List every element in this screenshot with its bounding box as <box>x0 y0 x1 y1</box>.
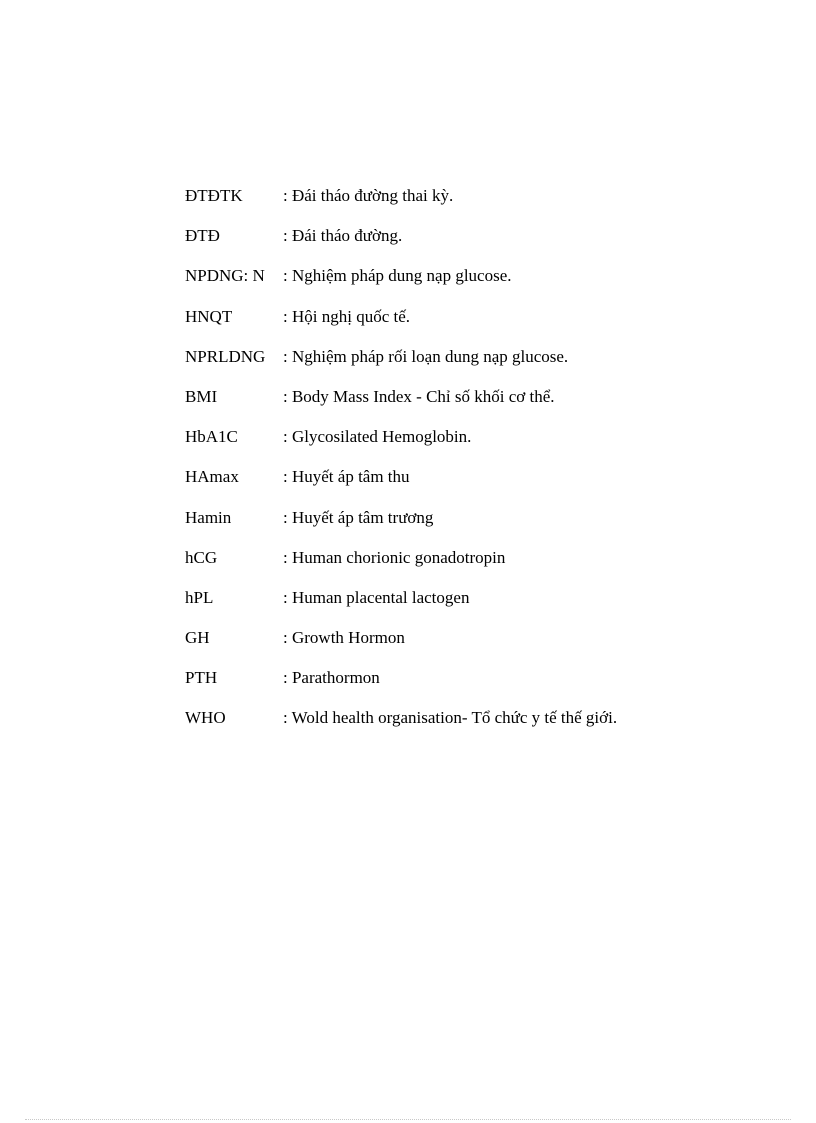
abbreviation-term: HbA1C <box>185 427 238 447</box>
abbreviation-row <box>185 345 785 385</box>
abbreviation-row <box>185 586 785 626</box>
abbreviation-definition: : Parathormon <box>283 668 380 688</box>
abbreviation-term: ĐTĐ <box>185 226 220 246</box>
abbreviation-definition: : Human placental lactogen <box>283 587 470 607</box>
abbreviation-row <box>185 224 785 264</box>
abbreviation-term: HNQT <box>185 306 233 326</box>
abbreviation-row <box>185 506 785 546</box>
abbreviation-term: NPRLDNG <box>185 346 266 366</box>
abbreviation-term: PTH <box>185 668 218 688</box>
abbreviation-row <box>185 465 785 505</box>
abbreviation-term: NPDNG: N <box>185 266 265 286</box>
abbreviation-term: HAmax <box>185 467 239 487</box>
abbreviation-definition: : Wold health organisation- Tổ chức y tế thế giới. <box>283 708 618 728</box>
abbreviation-definition: : Huyết áp tâm thu <box>283 467 410 487</box>
abbreviation-term: WHO <box>185 708 226 728</box>
abbreviation-term: ĐTĐTK <box>185 186 243 205</box>
abbreviation-term: hPL <box>185 587 214 607</box>
abbreviation-definition: : Nghiệm pháp rối loạn dung nạp glucose. <box>283 346 569 366</box>
abbreviation-row <box>185 264 785 304</box>
page-bottom-divider <box>25 1119 791 1120</box>
abbreviation-row <box>185 425 785 465</box>
abbreviation-list <box>185 184 785 747</box>
abbreviation-definition: : Human chorionic gonadotropin <box>283 547 506 567</box>
abbreviation-row <box>185 184 785 224</box>
abbreviation-definition: : Đái tháo đường thai kỳ. <box>283 186 454 205</box>
abbreviation-definition: : Huyết áp tâm trương <box>283 507 434 527</box>
abbreviation-definition: : Growth Hormon <box>283 628 405 648</box>
abbreviation-row <box>185 546 785 586</box>
abbreviation-term: Hamin <box>185 507 232 527</box>
abbreviation-term: hCG <box>185 547 218 567</box>
abbreviation-row <box>185 305 785 345</box>
abbreviation-row <box>185 385 785 425</box>
abbreviation-row <box>185 706 785 746</box>
abbreviation-definition: : Nghiệm pháp dung nạp glucose. <box>283 266 512 286</box>
abbreviation-row <box>185 666 785 706</box>
abbreviation-definition: : Glycosilated Hemoglobin. <box>283 427 472 447</box>
abbreviation-term: GH <box>185 628 210 648</box>
abbreviation-term: BMI <box>185 386 218 406</box>
abbreviation-row <box>185 626 785 666</box>
abbreviation-definition: : Hội nghị quốc tế. <box>283 306 411 326</box>
abbreviation-definition: : Đái tháo đường. <box>283 226 403 246</box>
abbreviation-definition: : Body Mass Index - Chỉ số khối cơ thể. <box>283 386 555 406</box>
